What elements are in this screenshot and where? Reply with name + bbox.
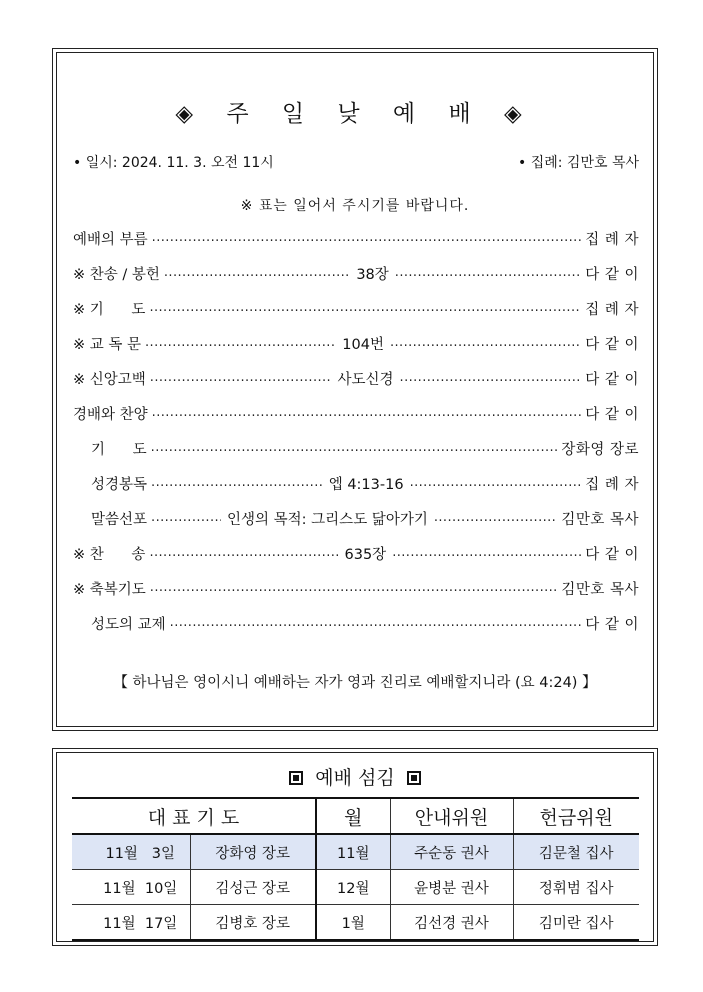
order-item-responsible: 다 같 이 — [585, 546, 639, 563]
table-row — [72, 870, 639, 905]
prayer-leader: 김병호 장로 — [190, 905, 316, 941]
offering-name: 김문철 집사 — [513, 834, 639, 870]
order-item-responsible: 집 례 자 — [585, 231, 639, 248]
service-schedule-inner-border — [56, 752, 654, 942]
leader-dots — [164, 262, 350, 284]
order-item-responsible: 김만호 목사 — [561, 581, 639, 598]
leader-dots — [395, 262, 581, 284]
leader-dots — [392, 542, 581, 564]
order-item-label: 경배와 찬양 — [73, 406, 148, 423]
prayer-date: 11월 10일 — [72, 870, 190, 905]
prayer-leader: 장화영 장로 — [190, 834, 316, 870]
leader-dots — [149, 297, 581, 319]
square-bullet-icon — [289, 771, 303, 785]
order-item-detail: 인생의 목적: 그리스도 닮아가기 — [227, 511, 428, 528]
order-item-label: ※ 찬송 / 봉헌 — [73, 266, 160, 283]
table-header-row — [72, 798, 639, 834]
order-item-label: 성도의 교제 — [91, 616, 166, 633]
order-item — [73, 577, 639, 599]
leader-dots — [150, 577, 558, 599]
order-item-label: 성경봉독 — [91, 476, 148, 493]
order-item — [73, 332, 639, 354]
leader-dots — [152, 227, 582, 249]
order-item — [73, 472, 639, 494]
offering-name: 정휘범 집사 — [513, 870, 639, 905]
order-item-label: ※ 축복기도 — [73, 581, 146, 598]
prayer-date: 11월 3일 — [72, 834, 190, 870]
leader-dots — [410, 472, 582, 494]
bulletin-title: ◈ 주 일 낮 예 배 ◈ — [175, 101, 535, 127]
order-item-responsible: 다 같 이 — [585, 406, 639, 423]
prayer-leader: 김성근 장로 — [190, 870, 316, 905]
leader-dots — [151, 507, 221, 529]
leader-dots — [151, 437, 558, 459]
duty-month: 11월 — [316, 834, 390, 870]
leader-dots — [390, 332, 581, 354]
order-item-label: 예배의 부름 — [73, 231, 148, 248]
order-item-label: ※ 찬 송 — [73, 546, 146, 563]
scripture-verse: 【 하나님은 영이시니 예배하는 자가 영과 진리로 예배할지니라 (요 4:24) 】 — [113, 675, 597, 691]
duty-month: 1월 — [316, 905, 390, 941]
order-item-responsible: 집 례 자 — [585, 476, 639, 493]
schedule-title-text: 예배 섬김 — [315, 767, 395, 789]
order-item-label: ※ 신앙고백 — [73, 371, 146, 388]
header-prayer: 대 표 기 도 — [72, 798, 316, 834]
header-offering: 헌금위원 — [513, 798, 639, 834]
order-item — [73, 402, 639, 424]
order-item — [73, 297, 639, 319]
order-item — [73, 507, 639, 529]
leader-dots — [150, 367, 332, 389]
order-item-label: 말씀선포 — [91, 511, 148, 528]
order-item-responsible: 다 같 이 — [585, 371, 639, 388]
leader-dots — [152, 402, 582, 424]
leader-dots — [434, 507, 558, 529]
leader-dots — [170, 612, 582, 634]
order-item-detail: 104번 — [342, 336, 384, 353]
square-bullet-icon — [407, 771, 421, 785]
order-item — [73, 367, 639, 389]
header-usher: 안내위원 — [390, 798, 513, 834]
order-item-label: ※ 기 도 — [73, 301, 146, 318]
order-item-responsible: 다 같 이 — [585, 336, 639, 353]
leader-dots — [151, 472, 323, 494]
order-item — [73, 437, 639, 459]
table-row — [72, 834, 639, 870]
usher-name: 주순동 권사 — [390, 834, 513, 870]
prayer-date: 11월 17일 — [72, 905, 190, 941]
leader-dots — [149, 542, 338, 564]
usher-name: 김선경 권사 — [390, 905, 513, 941]
table-row — [72, 905, 639, 941]
order-item — [73, 262, 639, 284]
header-month: 월 — [316, 798, 390, 834]
worship-order-inner-border — [56, 52, 654, 727]
usher-name: 윤병분 권사 — [390, 870, 513, 905]
order-item-detail: 38장 — [356, 266, 389, 283]
service-schedule-box — [52, 748, 658, 946]
worship-order-box — [52, 48, 658, 731]
schedule-title — [57, 763, 653, 790]
leader-dots — [400, 367, 582, 389]
order-item-responsible: 집 례 자 — [585, 301, 639, 318]
order-item — [73, 612, 639, 634]
order-item — [73, 227, 639, 249]
standing-notice: ※ 표는 일어서 주시기를 바랍니다. — [240, 198, 470, 214]
order-item-responsible: 다 같 이 — [585, 266, 639, 283]
offering-name: 김미란 집사 — [513, 905, 639, 941]
order-item-responsible: 다 같 이 — [585, 616, 639, 633]
order-item-label: ※ 교 독 문 — [73, 336, 141, 353]
service-date: • 일시: 2024. 11. 3. 오전 11시 — [73, 155, 274, 171]
order-item-detail: 635장 — [344, 546, 387, 563]
order-item-detail: 사도신경 — [337, 371, 394, 388]
order-item — [73, 542, 639, 564]
order-item-detail: 엡 4:13-16 — [328, 476, 404, 493]
service-schedule-table — [72, 797, 639, 941]
duty-month: 12월 — [316, 870, 390, 905]
leader-dots — [145, 332, 336, 354]
order-item-responsible: 장화영 장로 — [561, 441, 639, 458]
order-item-responsible: 김만호 목사 — [561, 511, 639, 528]
service-leader: • 집례: 김만호 목사 — [518, 155, 639, 171]
order-item-label: 기 도 — [91, 441, 147, 458]
